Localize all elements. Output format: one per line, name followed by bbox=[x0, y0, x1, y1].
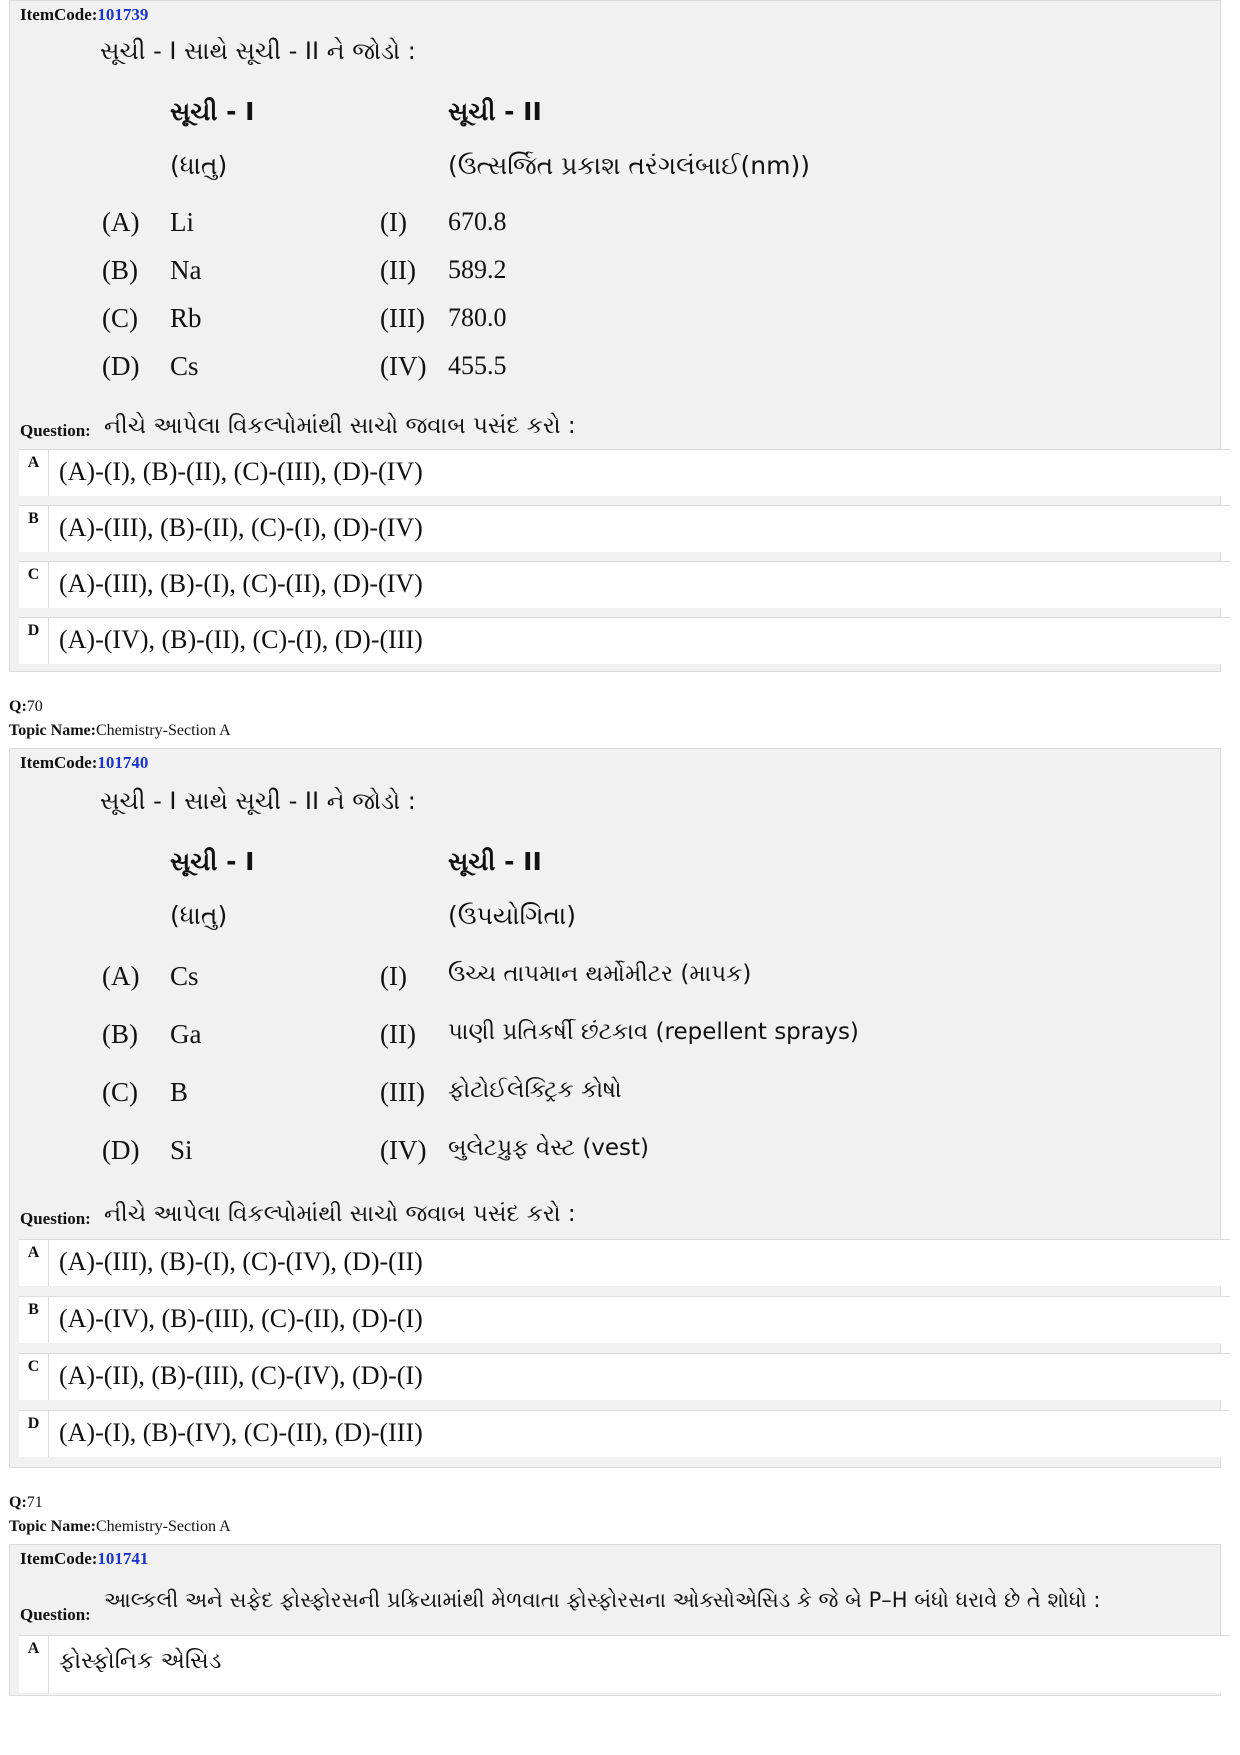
option-c[interactable] bbox=[19, 561, 1230, 608]
option-c[interactable] bbox=[19, 1353, 1230, 1400]
row-roman: (IV) bbox=[380, 1135, 427, 1165]
match-instruction: સૂચી - I સાથે સૂચી - II ને જોડો : bbox=[100, 787, 416, 815]
option-text: (A)-(IV), (B)-(II), (C)-(I), (D)-(III) bbox=[59, 625, 423, 654]
row-roman: (I) bbox=[380, 207, 407, 237]
question-card bbox=[9, 1544, 1221, 1696]
list2-subheader: (ઉત્સર્જિત પ્રકાશ તરંગલંબાઈ(nm)) bbox=[448, 151, 811, 180]
option-text: (A)-(I), (B)-(IV), (C)-(II), (D)-(III) bbox=[59, 1418, 423, 1447]
option-text: (A)-(III), (B)-(II), (C)-(I), (D)-(IV) bbox=[59, 513, 423, 542]
option-text: (A)-(II), (B)-(III), (C)-(IV), (D)-(I) bbox=[59, 1361, 423, 1390]
list1-subheader: (ધાતુ) bbox=[170, 151, 228, 180]
row-label: (D) bbox=[102, 1135, 140, 1165]
row-roman: (III) bbox=[380, 1077, 425, 1107]
row-right: 455.5 bbox=[448, 351, 507, 380]
option-letter: C bbox=[19, 562, 49, 608]
question-label: Question: bbox=[20, 421, 91, 440]
option-text: (A)-(III), (B)-(I), (C)-(IV), (D)-(II) bbox=[59, 1247, 423, 1276]
row-right: 780.0 bbox=[448, 303, 507, 332]
option-b[interactable] bbox=[19, 505, 1230, 552]
row-right: 670.8 bbox=[448, 207, 507, 236]
question-card bbox=[9, 0, 1221, 672]
option-letter: A bbox=[19, 450, 49, 496]
row-left: Na bbox=[170, 255, 202, 285]
question-card bbox=[9, 748, 1221, 1468]
row-left: Cs bbox=[170, 351, 199, 381]
row-right: ઉચ્ચ તાપમાન થર્મોમીટર (માપક) bbox=[448, 961, 752, 987]
option-text: (A)-(I), (B)-(II), (C)-(III), (D)-(IV) bbox=[59, 457, 423, 486]
question-line bbox=[20, 1189, 1220, 1229]
option-a[interactable] bbox=[19, 1239, 1230, 1286]
question-line bbox=[20, 1575, 1220, 1625]
option-letter: B bbox=[19, 506, 49, 552]
row-left: Li bbox=[170, 207, 194, 237]
option-letter: C bbox=[19, 1354, 49, 1400]
list2-header: સૂચી - II bbox=[448, 847, 542, 876]
question-label: Question: bbox=[20, 1209, 91, 1228]
question-text: નીચે આપેલા વિકલ્પોમાંથી સાચો જવાબ પસંદ કરો : bbox=[104, 1201, 576, 1227]
match-instruction: સૂચી - I સાથે સૂચી - II ને જોડો : bbox=[100, 37, 416, 65]
row-roman: (IV) bbox=[380, 351, 427, 381]
row-roman: (III) bbox=[380, 303, 425, 333]
topic-name: Topic Name:Chemistry-Section A bbox=[9, 722, 231, 739]
question-number: Q:71 bbox=[9, 1494, 43, 1511]
question-text: નીચે આપેલા વિકલ્પોમાંથી સાચો જવાબ પસંદ કરો : bbox=[104, 413, 576, 439]
option-letter: D bbox=[19, 618, 49, 664]
row-left: B bbox=[170, 1077, 189, 1107]
question-text: આલ્કલી અને સફેદ ફોસ્ફોરસની પ્રક્રિયામાંથી મેળવાતા ફોસ્ફોરસના ઓક્સોએસિડ કે જે બે P–H બંધો ધરાવે છે તે શોધો : bbox=[104, 1588, 1101, 1612]
row-right: ફોટોઈલેક્ટ્રિક કોષો bbox=[448, 1077, 622, 1103]
option-text: (A)-(IV), (B)-(III), (C)-(II), (D)-(I) bbox=[59, 1304, 423, 1333]
list2-subheader: (ઉપયોગિતા) bbox=[448, 901, 576, 930]
option-letter: D bbox=[19, 1411, 49, 1457]
topic-name: Topic Name:Chemistry-Section A bbox=[9, 1518, 231, 1535]
row-left: Rb bbox=[170, 303, 202, 333]
row-right: 589.2 bbox=[448, 255, 507, 284]
item-code: ItemCode:101741 bbox=[20, 1549, 149, 1568]
question-label: Question: bbox=[20, 1605, 91, 1624]
option-letter: B bbox=[19, 1297, 49, 1343]
option-a[interactable] bbox=[19, 1635, 1230, 1693]
option-letter: A bbox=[19, 1636, 49, 1693]
row-label: (B) bbox=[102, 1019, 138, 1049]
list1-subheader: (ધાતુ) bbox=[170, 901, 228, 930]
item-code: ItemCode:101739 bbox=[20, 5, 149, 24]
row-roman: (II) bbox=[380, 1019, 416, 1049]
row-label: (A) bbox=[102, 961, 140, 991]
row-left: Si bbox=[170, 1135, 193, 1165]
row-label: (A) bbox=[102, 207, 140, 237]
option-b[interactable] bbox=[19, 1296, 1230, 1343]
row-left: Ga bbox=[170, 1019, 202, 1049]
row-roman: (I) bbox=[380, 961, 407, 991]
option-letter: A bbox=[19, 1240, 49, 1286]
row-label: (C) bbox=[102, 303, 138, 333]
row-label: (C) bbox=[102, 1077, 138, 1107]
list1-header: સૂચી - I bbox=[170, 847, 255, 876]
list1-header: સૂચી - I bbox=[170, 97, 255, 126]
row-left: Cs bbox=[170, 961, 199, 991]
question-line bbox=[20, 401, 1220, 441]
option-a[interactable] bbox=[19, 449, 1230, 496]
row-right: બુલેટપ્રુફ વેસ્ટ (vest) bbox=[448, 1135, 650, 1161]
option-text: ફોસ્ફોનિક એસિડ bbox=[59, 1648, 222, 1674]
option-d[interactable] bbox=[19, 617, 1230, 664]
row-label: (D) bbox=[102, 351, 140, 381]
item-code: ItemCode:101740 bbox=[20, 753, 149, 772]
question-number: Q:70 bbox=[9, 698, 43, 715]
list2-header: સૂચી - II bbox=[448, 97, 542, 126]
row-label: (B) bbox=[102, 255, 138, 285]
option-d[interactable] bbox=[19, 1410, 1230, 1457]
row-right: પાણી પ્રતિકર્ષી છંટકાવ (repellent sprays) bbox=[448, 1019, 859, 1045]
row-roman: (II) bbox=[380, 255, 416, 285]
option-text: (A)-(III), (B)-(I), (C)-(II), (D)-(IV) bbox=[59, 569, 423, 598]
